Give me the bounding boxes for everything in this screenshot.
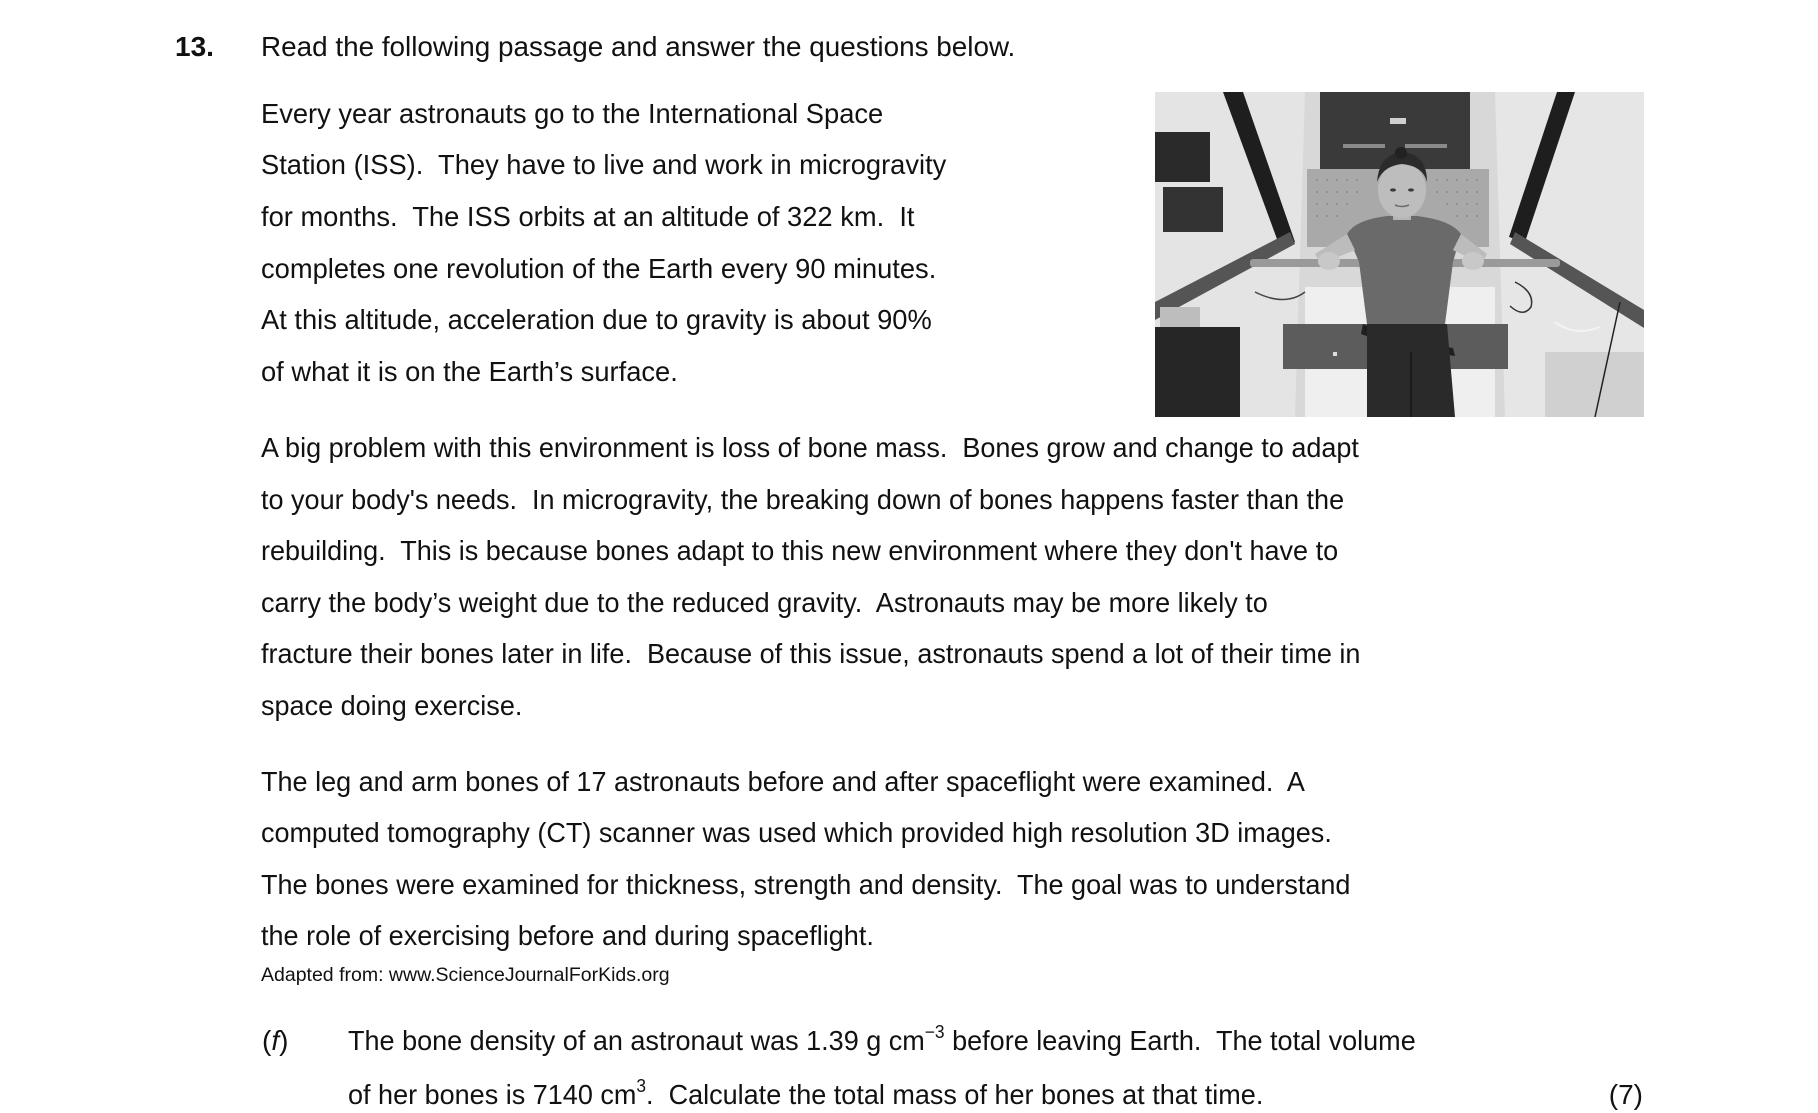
paragraph-line: A big problem with this environment is loss of bone mass. Bones grow and change to adapt	[261, 432, 1359, 463]
paragraph-line: computed tomography (CT) scanner was used which provided high resolution 3D images.	[261, 817, 1332, 848]
paragraph-line: At this altitude, acceleration due to gravity is about 90%	[261, 304, 932, 335]
question-text: The bone density of an astronaut was 1.39 g cm	[348, 1025, 925, 1056]
paragraph-line: fracture their bones later in life. Because of this issue, astronauts spend a lot of their time in	[261, 638, 1361, 669]
paragraph-line: Every year astronauts go to the International Space	[261, 98, 884, 129]
paragraph-line: the role of exercising before and during spaceflight.	[261, 920, 874, 951]
paragraph-line: carry the body’s weight due to the reduced gravity. Astronauts may be more likely to	[261, 587, 1268, 618]
superscript: 3	[636, 1075, 647, 1096]
question-text: of her bones is 7140 cm	[348, 1079, 637, 1110]
part-f-label	[262, 1027, 288, 1055]
question-number: 13.	[175, 31, 214, 62]
part-f-question-line-2	[348, 1075, 1264, 1110]
part-label-open: (	[262, 1025, 272, 1056]
paragraph-line: completes one revolution of the Earth every 90 minutes.	[261, 253, 937, 284]
paragraph-line: of what it is on the Earth’s surface.	[261, 356, 678, 387]
marks-allocation: (7)	[1608, 1079, 1643, 1110]
part-f-question-line-1	[348, 1021, 1416, 1056]
paragraph-line: The leg and arm bones of 17 astronauts before and after spaceflight were examined. A	[261, 766, 1305, 797]
paragraph-line: to your body's needs. In microgravity, the breaking down of bones happens faster than the	[261, 484, 1345, 515]
question-instruction: Read the following passage and answer the questions below.	[261, 31, 1016, 62]
question-text: . Calculate the total mass of her bones at that time.	[646, 1079, 1264, 1110]
paragraph-line: The bones were examined for thickness, strength and density. The goal was to understand	[261, 869, 1351, 900]
astronaut-photo	[1155, 92, 1644, 417]
astronaut-exercise-image-icon	[1155, 92, 1644, 417]
question-text: before leaving Earth. The total volume	[944, 1025, 1416, 1056]
paragraph-line: for months. The ISS orbits at an altitude of 322 km. It	[261, 201, 915, 232]
paragraph-line: Station (ISS). They have to live and work in microgravity	[261, 149, 947, 180]
part-label-letter: f	[271, 1025, 280, 1056]
superscript: −3	[924, 1021, 945, 1042]
source-citation: Adapted from: www.ScienceJournalForKids.org	[261, 964, 670, 986]
part-label-close: )	[279, 1025, 289, 1056]
paragraph-line: space doing exercise.	[261, 690, 523, 721]
paragraph-line: rebuilding. This is because bones adapt to this new environment where they don't have to	[261, 535, 1339, 566]
